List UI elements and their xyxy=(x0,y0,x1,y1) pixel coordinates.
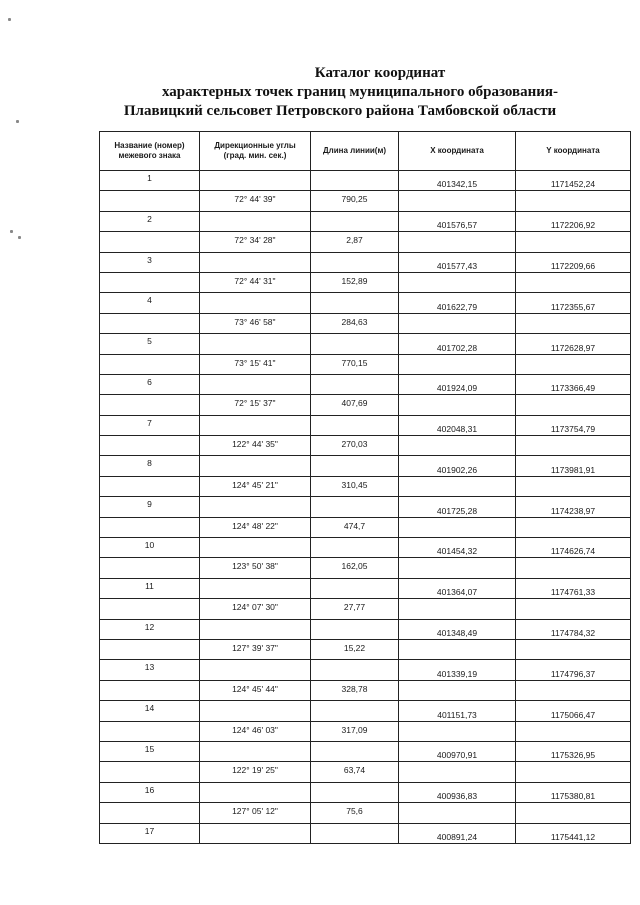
point-name: 17 xyxy=(100,823,200,843)
x-cell-empty xyxy=(399,272,516,292)
y-coordinate: 1174626,74 xyxy=(516,538,631,558)
direction-angle: 72° 44' 31" xyxy=(200,272,311,292)
point-name: 13 xyxy=(100,660,200,680)
y-cell-empty xyxy=(516,803,631,823)
point-name: 9 xyxy=(100,497,200,517)
length-cell-empty xyxy=(311,701,399,721)
line-length: 75,6 xyxy=(311,803,399,823)
y-cell-empty xyxy=(516,721,631,741)
header-length: Длина линии(м) xyxy=(311,132,399,171)
line-length: 310,45 xyxy=(311,476,399,496)
length-cell-empty xyxy=(311,293,399,313)
name-cell-empty xyxy=(100,191,200,211)
y-cell-empty xyxy=(516,680,631,700)
x-coordinate: 401924,09 xyxy=(399,374,516,394)
table-row-point xyxy=(100,619,631,639)
x-cell-empty xyxy=(399,476,516,496)
table-row-point xyxy=(100,578,631,598)
x-cell-empty xyxy=(399,721,516,741)
point-name: 6 xyxy=(100,374,200,394)
y-cell-empty xyxy=(516,191,631,211)
x-coordinate: 400936,83 xyxy=(399,782,516,802)
point-name: 2 xyxy=(100,211,200,231)
y-cell-empty xyxy=(516,517,631,537)
table-row-segment xyxy=(100,803,631,823)
table-row-point xyxy=(100,456,631,476)
y-coordinate: 1172355,67 xyxy=(516,293,631,313)
length-cell-empty xyxy=(311,660,399,680)
table-row-point xyxy=(100,701,631,721)
y-coordinate: 1172628,97 xyxy=(516,334,631,354)
line-length: 317,09 xyxy=(311,721,399,741)
length-cell-empty xyxy=(311,374,399,394)
table-row-segment xyxy=(100,517,631,537)
point-name: 16 xyxy=(100,782,200,802)
x-coordinate: 401622,79 xyxy=(399,293,516,313)
point-name: 10 xyxy=(100,538,200,558)
x-cell-empty xyxy=(399,232,516,252)
table-row-point xyxy=(100,211,631,231)
point-name: 11 xyxy=(100,578,200,598)
header-name: Название (номер) межевого знака xyxy=(100,132,200,171)
table-row-segment xyxy=(100,721,631,741)
y-coordinate: 1174238,97 xyxy=(516,497,631,517)
angle-cell-empty xyxy=(200,578,311,598)
angle-cell-empty xyxy=(200,823,311,843)
y-cell-empty xyxy=(516,436,631,456)
table-row-segment xyxy=(100,558,631,578)
x-coordinate: 401454,32 xyxy=(399,538,516,558)
table-row-segment xyxy=(100,191,631,211)
table-row-segment xyxy=(100,762,631,782)
length-cell-empty xyxy=(311,415,399,435)
scan-edge-marks xyxy=(6,0,30,905)
line-length: 328,78 xyxy=(311,680,399,700)
x-cell-empty xyxy=(399,558,516,578)
y-coordinate: 1173366,49 xyxy=(516,374,631,394)
y-cell-empty xyxy=(516,476,631,496)
line-length: 63,74 xyxy=(311,762,399,782)
x-cell-empty xyxy=(399,436,516,456)
name-cell-empty xyxy=(100,639,200,659)
y-coordinate: 1172209,66 xyxy=(516,252,631,272)
y-cell-empty xyxy=(516,762,631,782)
x-coordinate: 402048,31 xyxy=(399,415,516,435)
y-cell-empty xyxy=(516,313,631,333)
title-line-3: Плавицкий сельсовет Петровского района Тамбовской области xyxy=(123,103,557,119)
x-cell-empty xyxy=(399,762,516,782)
x-coordinate: 401576,57 xyxy=(399,211,516,231)
title-line-2: характерных точек границ муниципального образования- xyxy=(161,84,559,100)
name-cell-empty xyxy=(100,395,200,415)
y-coordinate: 1174784,32 xyxy=(516,619,631,639)
header-x: X координата xyxy=(399,132,516,171)
angle-cell-empty xyxy=(200,741,311,761)
x-coordinate: 400970,91 xyxy=(399,741,516,761)
table-row-segment xyxy=(100,476,631,496)
y-cell-empty xyxy=(516,558,631,578)
table-row-segment xyxy=(100,395,631,415)
point-name: 3 xyxy=(100,252,200,272)
direction-angle: 73° 46' 58" xyxy=(200,313,311,333)
direction-angle: 124° 46' 03" xyxy=(200,721,311,741)
angle-cell-empty xyxy=(200,701,311,721)
x-coordinate: 401342,15 xyxy=(399,171,516,191)
direction-angle: 122° 44' 35" xyxy=(200,436,311,456)
direction-angle: 72° 44' 39" xyxy=(200,191,311,211)
direction-angle: 122° 19' 25" xyxy=(200,762,311,782)
angle-cell-empty xyxy=(200,538,311,558)
x-cell-empty xyxy=(399,354,516,374)
name-cell-empty xyxy=(100,232,200,252)
header-angle: Дирекционные углы (град. мин. сек.) xyxy=(200,132,311,171)
table-row-point xyxy=(100,660,631,680)
x-cell-empty xyxy=(399,191,516,211)
length-cell-empty xyxy=(311,456,399,476)
line-length: 474,7 xyxy=(311,517,399,537)
name-cell-empty xyxy=(100,803,200,823)
table-row-point xyxy=(100,374,631,394)
point-name: 7 xyxy=(100,415,200,435)
name-cell-empty xyxy=(100,354,200,374)
table-row-point xyxy=(100,741,631,761)
line-length: 407,69 xyxy=(311,395,399,415)
line-length: 270,03 xyxy=(311,436,399,456)
table-row-point xyxy=(100,252,631,272)
direction-angle: 123° 50' 38" xyxy=(200,558,311,578)
x-coordinate: 401348,49 xyxy=(399,619,516,639)
name-cell-empty xyxy=(100,272,200,292)
angle-cell-empty xyxy=(200,660,311,680)
name-cell-empty xyxy=(100,721,200,741)
coordinates-table xyxy=(99,131,631,844)
name-cell-empty xyxy=(100,517,200,537)
name-cell-empty xyxy=(100,476,200,496)
scan-speck xyxy=(8,18,11,21)
line-length: 2,87 xyxy=(311,232,399,252)
header-y: Y координата xyxy=(516,132,631,171)
name-cell-empty xyxy=(100,599,200,619)
direction-angle: 127° 39' 37" xyxy=(200,639,311,659)
point-name: 5 xyxy=(100,334,200,354)
x-cell-empty xyxy=(399,639,516,659)
table-row-segment xyxy=(100,272,631,292)
y-coordinate: 1174796,37 xyxy=(516,660,631,680)
table-row-segment xyxy=(100,436,631,456)
x-coordinate: 400891,24 xyxy=(399,823,516,843)
length-cell-empty xyxy=(311,211,399,231)
y-cell-empty xyxy=(516,639,631,659)
point-name: 1 xyxy=(100,171,200,191)
table-row-point xyxy=(100,334,631,354)
length-cell-empty xyxy=(311,741,399,761)
x-cell-empty xyxy=(399,599,516,619)
length-cell-empty xyxy=(311,334,399,354)
y-cell-empty xyxy=(516,354,631,374)
y-coordinate: 1175326,95 xyxy=(516,741,631,761)
length-cell-empty xyxy=(311,252,399,272)
length-cell-empty xyxy=(311,171,399,191)
x-coordinate: 401364,07 xyxy=(399,578,516,598)
document-title xyxy=(0,64,640,121)
direction-angle: 124° 45' 44" xyxy=(200,680,311,700)
scan-speck xyxy=(18,236,21,239)
length-cell-empty xyxy=(311,497,399,517)
angle-cell-empty xyxy=(200,334,311,354)
y-cell-empty xyxy=(516,599,631,619)
x-coordinate: 401339,19 xyxy=(399,660,516,680)
direction-angle: 124° 48' 22" xyxy=(200,517,311,537)
direction-angle: 124° 45' 21" xyxy=(200,476,311,496)
table-row-point xyxy=(100,823,631,843)
y-cell-empty xyxy=(516,395,631,415)
angle-cell-empty xyxy=(200,374,311,394)
point-name: 4 xyxy=(100,293,200,313)
length-cell-empty xyxy=(311,619,399,639)
point-name: 15 xyxy=(100,741,200,761)
line-length: 15,22 xyxy=(311,639,399,659)
point-name: 14 xyxy=(100,701,200,721)
length-cell-empty xyxy=(311,578,399,598)
x-coordinate: 401151,73 xyxy=(399,701,516,721)
x-cell-empty xyxy=(399,680,516,700)
angle-cell-empty xyxy=(200,293,311,313)
x-coordinate: 401702,28 xyxy=(399,334,516,354)
angle-cell-empty xyxy=(200,252,311,272)
line-length: 284,63 xyxy=(311,313,399,333)
table-row-point xyxy=(100,538,631,558)
table-row-point xyxy=(100,497,631,517)
name-cell-empty xyxy=(100,436,200,456)
name-cell-empty xyxy=(100,762,200,782)
direction-angle: 127° 05' 12" xyxy=(200,803,311,823)
table-body xyxy=(100,171,631,844)
length-cell-empty xyxy=(311,538,399,558)
direction-angle: 72° 15' 37" xyxy=(200,395,311,415)
table-row-segment xyxy=(100,232,631,252)
line-length: 770,15 xyxy=(311,354,399,374)
length-cell-empty xyxy=(311,782,399,802)
angle-cell-empty xyxy=(200,211,311,231)
length-cell-empty xyxy=(311,823,399,843)
table-row-segment xyxy=(100,354,631,374)
direction-angle: 73° 15' 41" xyxy=(200,354,311,374)
table-row-point xyxy=(100,782,631,802)
angle-cell-empty xyxy=(200,619,311,639)
y-coordinate: 1171452,24 xyxy=(516,171,631,191)
y-coordinate: 1172206,92 xyxy=(516,211,631,231)
x-coordinate: 401902,26 xyxy=(399,456,516,476)
table-row-point xyxy=(100,171,631,191)
table-row-point xyxy=(100,415,631,435)
line-length: 27,77 xyxy=(311,599,399,619)
angle-cell-empty xyxy=(200,782,311,802)
table-row-segment xyxy=(100,313,631,333)
table-row-segment xyxy=(100,599,631,619)
angle-cell-empty xyxy=(200,456,311,476)
angle-cell-empty xyxy=(200,171,311,191)
x-coordinate: 401725,28 xyxy=(399,497,516,517)
name-cell-empty xyxy=(100,680,200,700)
x-coordinate: 401577,43 xyxy=(399,252,516,272)
direction-angle: 124° 07' 30" xyxy=(200,599,311,619)
x-cell-empty xyxy=(399,313,516,333)
y-coordinate: 1174761,33 xyxy=(516,578,631,598)
y-coordinate: 1175441,12 xyxy=(516,823,631,843)
y-cell-empty xyxy=(516,232,631,252)
point-name: 12 xyxy=(100,619,200,639)
x-cell-empty xyxy=(399,803,516,823)
name-cell-empty xyxy=(100,313,200,333)
y-coordinate: 1175380,81 xyxy=(516,782,631,802)
y-coordinate: 1173754,79 xyxy=(516,415,631,435)
table-header-row xyxy=(100,132,631,171)
point-name: 8 xyxy=(100,456,200,476)
scan-speck xyxy=(10,230,13,233)
table-row-point xyxy=(100,293,631,313)
y-coordinate: 1175066,47 xyxy=(516,701,631,721)
x-cell-empty xyxy=(399,395,516,415)
line-length: 162,05 xyxy=(311,558,399,578)
y-cell-empty xyxy=(516,272,631,292)
angle-cell-empty xyxy=(200,415,311,435)
table-row-segment xyxy=(100,680,631,700)
title-line-1: Каталог координат xyxy=(314,65,446,81)
name-cell-empty xyxy=(100,558,200,578)
table-row-segment xyxy=(100,639,631,659)
line-length: 152,89 xyxy=(311,272,399,292)
direction-angle: 72° 34' 28" xyxy=(200,232,311,252)
y-coordinate: 1173981,91 xyxy=(516,456,631,476)
angle-cell-empty xyxy=(200,497,311,517)
x-cell-empty xyxy=(399,517,516,537)
line-length: 790,25 xyxy=(311,191,399,211)
